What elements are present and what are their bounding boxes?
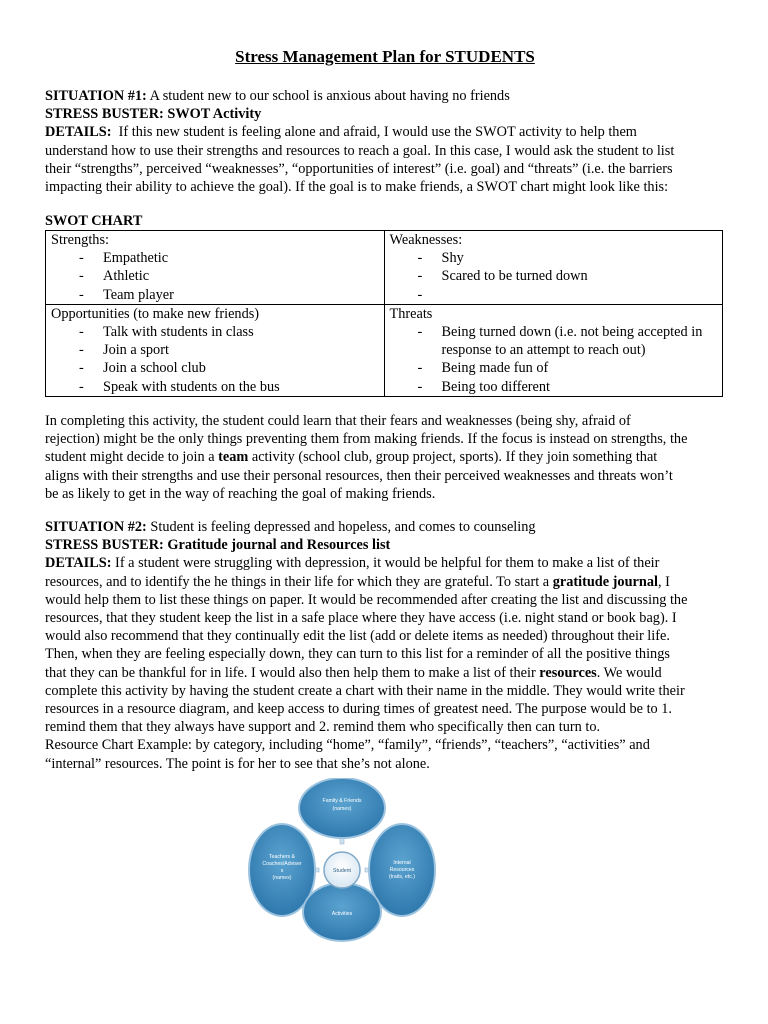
diagram-top-line1: Family & Friends (322, 798, 362, 804)
completing-paragraph (45, 412, 725, 503)
swot-item: - Being turned down (i.e. not being accepted in response to an attempt to reach out) (410, 323, 723, 359)
swot-item: - Join a school club (71, 359, 384, 377)
swot-item: - Shy (410, 249, 723, 267)
stress-buster-1: STRESS BUSTER: SWOT Activity (45, 106, 262, 123)
details-2-line: resources, that they student keep the list in a safe place where they have access (i.e. night stand or book bag). I (45, 610, 677, 627)
swot-weaknesses-cell (384, 231, 723, 305)
details-1-line: impacting their ability to achieve the goal). If the goal is to make friends, a SWOT chart might look like this: (45, 179, 669, 196)
paragraph-line: aligns with their strengths and use their personal resources, then their perceived weaknesses and threats won’t (45, 467, 673, 484)
swot-item: - Being too different (410, 378, 723, 396)
paragraph-text: student might decide to join a (45, 449, 219, 466)
diagram-center-label: Student (333, 868, 351, 874)
swot-item: - Athletic (71, 267, 384, 285)
swot-item: - Talk with students in class (71, 323, 384, 341)
swot-threats-label: Threats (389, 305, 433, 322)
diagram-left-line2: Coaches/Adviser (262, 861, 302, 867)
swot-opportunities-label: Opportunities (to make new friends) (51, 305, 260, 322)
swot-weaknesses-label: Weaknesses: (389, 232, 463, 248)
situation-1 (45, 87, 725, 196)
details-label-2: DETAILS: (45, 555, 112, 572)
details-2-line: would also recommend that they continually edit the list (add or delete items as needed) throughout their life. (45, 628, 670, 645)
details-2-text: If a student were struggling with depression, it would be helpful for them to make a list of their (111, 555, 660, 572)
paragraph-line: rejection) might be the only things preventing them from making friends. If the focus is instead on strengths, the (45, 431, 688, 448)
diagram-left-line4: (names) (272, 875, 292, 881)
situation-2-label: SITUATION #2: (45, 519, 147, 535)
details-2-line: would help them to list these things on paper. It would be recommended after creating the list and discussing the (45, 591, 688, 608)
details-2-line: complete this activity by having the student create a chart with their name in the middle. They would write their (45, 682, 685, 699)
diagram-left-line3: s (280, 868, 284, 874)
swot-item: - Scared to be turned down (410, 267, 723, 285)
details-2-text: , I (657, 573, 670, 590)
swot-item: - Team player (71, 286, 384, 304)
swot-item: - Speak with students on the bus (71, 378, 384, 396)
situation-2 (45, 518, 725, 773)
swot-threats-cell (384, 304, 723, 396)
details-label-1: DETAILS: (45, 124, 112, 141)
details-2-line: remind them that they always have support and 2. remind them who specifically then can turn to. (45, 719, 601, 736)
diagram-right-line1: Internal (393, 860, 411, 866)
swot-strengths-label: Strengths: (51, 232, 109, 248)
swot-item: - Empathetic (71, 249, 384, 267)
details-2-line: “internal” resources. The point is for her to see that she’s not alone. (45, 755, 430, 772)
swot-item: - Join a sport (71, 341, 384, 359)
team-emphasis: team (218, 449, 249, 466)
swot-item (410, 286, 723, 304)
swot-opportunities-cell (46, 304, 385, 396)
paragraph-line: be as likely to get in the way of reaching the goal of making friends. (45, 485, 436, 502)
situation-2-text: Student is feeling depressed and hopeless, and comes to counseling (146, 519, 536, 535)
swot-table (45, 230, 723, 397)
details-1-line: understand how to use their strengths and resources to reach a goal. In this case, I would ask the student to list (45, 142, 675, 159)
resource-diagram (205, 778, 445, 978)
paragraph-line: In completing this activity, the student could learn that their fears and weaknesses (being shy, afraid of (45, 413, 631, 429)
details-2-text: . We would (596, 664, 662, 681)
situation-1-label: SITUATION #1: (45, 88, 147, 104)
details-2-line: Then, when they are feeling especially down, they can turn to this list for a reminder of all the positive things (45, 646, 670, 663)
resources-emphasis: resources (539, 664, 597, 681)
details-2-text: that they can be thankful for in life. I would also then help them to make a list of their (45, 664, 540, 681)
swot-strengths-cell (46, 231, 385, 305)
stress-buster-2: STRESS BUSTER: Gratitude journal and Resources list (45, 537, 391, 554)
diagram-right-line3: (traits, etc.) (389, 874, 415, 880)
details-2-line: Resource Chart Example: by category, including “home”, “family”, “friends”, “teachers”, “activities” and (45, 737, 650, 754)
gratitude-journal-emphasis: gratitude journal (552, 573, 658, 590)
situation-1-text: A student new to our school is anxious about having no friends (146, 88, 510, 104)
swot-item: - Being made fun of (410, 359, 723, 377)
swot-heading: SWOT CHART (45, 213, 143, 229)
details-1-line: If this new student is feeling alone and afraid, I would use the SWOT activity to help them (118, 124, 637, 141)
paragraph-text: activity (school club, group project, sports). If they join something that (248, 449, 658, 466)
diagram-bottom-label: Activities (331, 911, 353, 917)
diagram-left-line1: Teachers & (269, 854, 295, 860)
diagram-right-line2: Resources (389, 867, 415, 873)
details-2-line: resources in a resource diagram, and keep access to during times of greatest need. The purpose would be to 1. (45, 701, 672, 718)
details-2-text: resources, and to identify the he things in their life for which they are grateful. To start a (45, 573, 553, 590)
page-title: Stress Management Plan for STUDENTS (235, 47, 535, 66)
details-1-line: their “strengths”, perceived “weaknesses”, “opportunities of interest” (i.e. goal) and “threats” (i.e. the barriers (45, 160, 673, 177)
diagram-top-line2: (names) (332, 806, 352, 812)
